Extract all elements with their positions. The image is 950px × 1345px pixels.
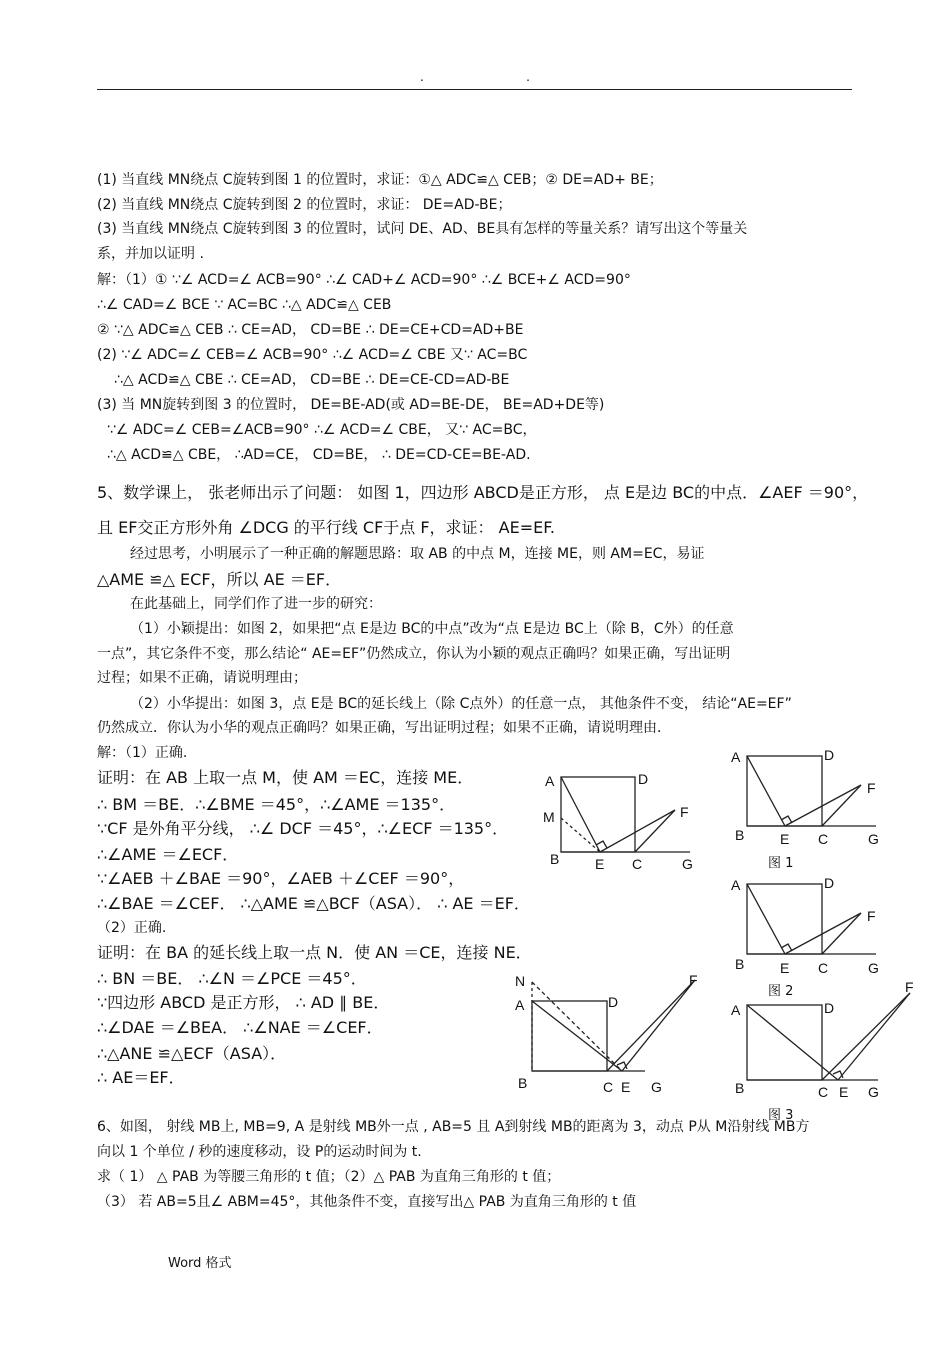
text-line: （1）小颖提出：如图 2，如果把“点 E是边 BC的中点”改为“点 E是边 BC上（除 B，C外）的任意 (130, 621, 734, 637)
label-f: F (689, 972, 698, 988)
figure-2-caption: 图 2 (768, 984, 794, 999)
text-line: ∴∠AME ＝∠ECF． (97, 845, 239, 864)
label-g: G (868, 1084, 879, 1100)
text-line: ∵∠AEB ＋∠BAE ＝90°，∠AEB ＋∠CEF ＝90°， (97, 869, 465, 888)
text-line: (2) 当直线 MN绕点 C旋转到图 2 的位置时，求证： DE=AD-BE； (97, 197, 512, 213)
figure-n-diagram (510, 970, 710, 1095)
text-line: 证明：在 AB 上取一点 M，使 AM ＝EC，连接 ME． (97, 768, 474, 787)
label-f: F (680, 804, 689, 820)
text-line: (3) 当直线 MN绕点 C旋转到图 3 的位置时，试问 DE、AD、BE具有怎样的等量关系？请写出这个等量关 (97, 221, 748, 237)
header-dot-right: . (526, 70, 530, 84)
label-g: G (651, 1079, 662, 1095)
figure-m-diagram (530, 765, 705, 875)
label-c: C (818, 831, 829, 847)
label-e: E (621, 1079, 631, 1095)
label-a: A (731, 877, 741, 893)
text-line: 在此基础上，同学们作了进一步的研究： (130, 596, 382, 612)
label-a: A (731, 749, 741, 765)
text-line: 解：（1）① ∵∠ ACD=∠ ACB=90° ∴∠ CAD+∠ ACD=90° ∴∠ BCE+∠ ACD=90° (97, 272, 631, 288)
text-line: 过程；如果不正确，请说明理由； (97, 670, 307, 686)
label-d: D (824, 1000, 835, 1016)
text-line: 经过思考，小明展示了一种正确的解题思路：取 AB 的中点 M，连接 ME，则 AM=EC，易证 (130, 546, 705, 562)
text-line: 系，并加以证明 . (97, 246, 204, 262)
text-line: 求（ 1） △ PAB 为等腰三角形的 t 值；（2）△ PAB 为直角三角形的 t 值； (97, 1169, 561, 1185)
text-line: ∴∠ CAD=∠ BCE ∵ AC=BC ∴△ ADC≌△ CEB (97, 297, 392, 313)
label-b: B (735, 956, 745, 972)
header-dots (420, 70, 530, 84)
figure-1-caption: 图 1 (768, 856, 794, 871)
text-line: (2) ∵∠ ADC=∠ CEB=∠ ACB=90° ∴∠ ACD=∠ CBE 又∵ AC=BC (97, 347, 528, 363)
figure-1-diagram (728, 745, 888, 850)
label-d: D (638, 771, 649, 787)
text-line: （2）小华提出：如图 3，点 E是 BC的延长线上（除 C点外）的任意一点， 其他条件不变， 结论“AE=EF” (130, 696, 792, 712)
text-line: 5、数学课上， 张老师出示了问题： 如图 1，四边形 ABCD是正方形， 点 E是边 BC的中点．∠AEF ＝90°， (97, 483, 869, 502)
text-line: （2）正确. (97, 920, 167, 936)
label-m: M (543, 809, 555, 825)
label-e: E (780, 831, 790, 847)
label-f: F (867, 780, 876, 796)
header-rule (97, 89, 852, 90)
label-f: F (867, 908, 876, 924)
page-footer: Word 格式 (168, 1256, 232, 1271)
text-line: ∴ AE＝EF． (97, 1068, 185, 1087)
label-c: C (632, 856, 643, 872)
text-line: 一点”，其它条件不变，那么结论“ AE=EF”仍然成立，你认为小颖的观点正确吗？如果正确，写出证明 (97, 646, 731, 662)
text-line: 证明：在 BA 的延长线上取一点 N．使 AN ＝CE，连接 NE． (97, 943, 532, 962)
figure-3-diagram (728, 975, 928, 1103)
label-g: G (868, 960, 879, 976)
text-line: ② ∵△ ADC≌△ CEB ∴ CE=AD， CD=BE ∴ DE=CE+CD=AD+BE (97, 322, 524, 338)
header-dot-left: . (420, 70, 424, 84)
label-d: D (824, 875, 835, 891)
text-line: ∴△ANE ≌△ECF（ASA）． (97, 1044, 287, 1063)
label-g: G (682, 856, 693, 872)
text-line: (3) 当 MN旋转到图 3 的位置时， DE=BE-AD(或 AD=BE-DE， BE=AD+DE等) (97, 397, 605, 413)
text-line: 解：（1）正确. (97, 745, 188, 761)
text-line: （3） 若 AB=5且∠ ABM=45°，其他条件不变，直接写出△ PAB 为直角三角形的 t 值 (97, 1194, 637, 1210)
text-line: (1) 当直线 MN绕点 C旋转到图 1 的位置时，求证：①△ ADC≌△ CEB；② DE=AD+ BE； (97, 172, 663, 188)
text-line: 向以 1 个单位 / 秒的速度移动，设 P的运动时间为 t. (97, 1144, 422, 1160)
label-c: C (818, 1084, 829, 1100)
figure-2-diagram (728, 873, 888, 978)
text-line: ∴△ ACD≌△ CBE ∴ CE=AD， CD=BE ∴ DE=CE-CD=AD-BE (114, 372, 510, 388)
text-line: ∴∠BAE ＝∠CEF． ∴△AME ≌△BCF（ASA）． ∴ AE ＝EF． (97, 894, 530, 913)
text-line: ∵∠ ADC=∠ CEB=∠ACB=90° ∴∠ ACD=∠ CBE， 又∵ AC=BC， (107, 422, 537, 438)
label-b: B (518, 1075, 528, 1091)
text-line: 仍然成立．你认为小华的观点正确吗？如果正确，写出证明过程；如果不正确，请说明理由． (97, 720, 671, 736)
label-e: E (839, 1084, 849, 1100)
label-c: C (603, 1079, 614, 1095)
label-f: F (905, 979, 914, 995)
text-line: ∵CF 是外角平分线， ∴∠ DCF ＝45°，∴∠ECF ＝135°． (97, 819, 509, 838)
text-line: ∴ BM ＝BE．∴∠BME ＝45°，∴∠AME ＝135°． (97, 795, 456, 814)
text-line: △AME ≌△ ECF，所以 AE ＝EF． (97, 570, 342, 589)
label-n: N (515, 973, 526, 989)
text-line: ∴∠DAE ＝∠BEA． ∴∠NAE ＝∠CEF． (97, 1018, 383, 1037)
label-d: D (824, 747, 835, 763)
text-line: ∵四边形 ABCD 是正方形， ∴ AD ∥ BE． (97, 993, 390, 1012)
text-line: ∴△ ACD≌△ CBE， ∴AD=CE， CD=BE， ∴ DE=CD-CE=BE-AD. (107, 447, 531, 463)
label-c: C (818, 960, 829, 976)
text-line: 6、如图， 射线 MB上, MB=9, A 是射线 MB外一点 , AB=5 且 A到射线 MB的距离为 3，动点 P从 M沿射线 MB方 (97, 1119, 810, 1135)
label-b: B (735, 827, 745, 843)
label-b: B (735, 1080, 745, 1096)
text-line: 且 EF交正方形外角 ∠DCG 的平行线 CF于点 F，求证： AE=EF. (97, 518, 555, 537)
label-b: B (550, 851, 560, 867)
label-a: A (731, 1002, 741, 1018)
label-e: E (595, 856, 605, 872)
label-e: E (780, 960, 790, 976)
text-line: ∴ BN ＝BE． ∴∠N ＝∠PCE ＝45°． (97, 969, 367, 988)
label-g: G (868, 831, 879, 847)
label-a: A (515, 997, 525, 1013)
label-a: A (545, 773, 555, 789)
label-d: D (608, 994, 619, 1010)
figure-3-caption: 图 3 (768, 1108, 794, 1123)
